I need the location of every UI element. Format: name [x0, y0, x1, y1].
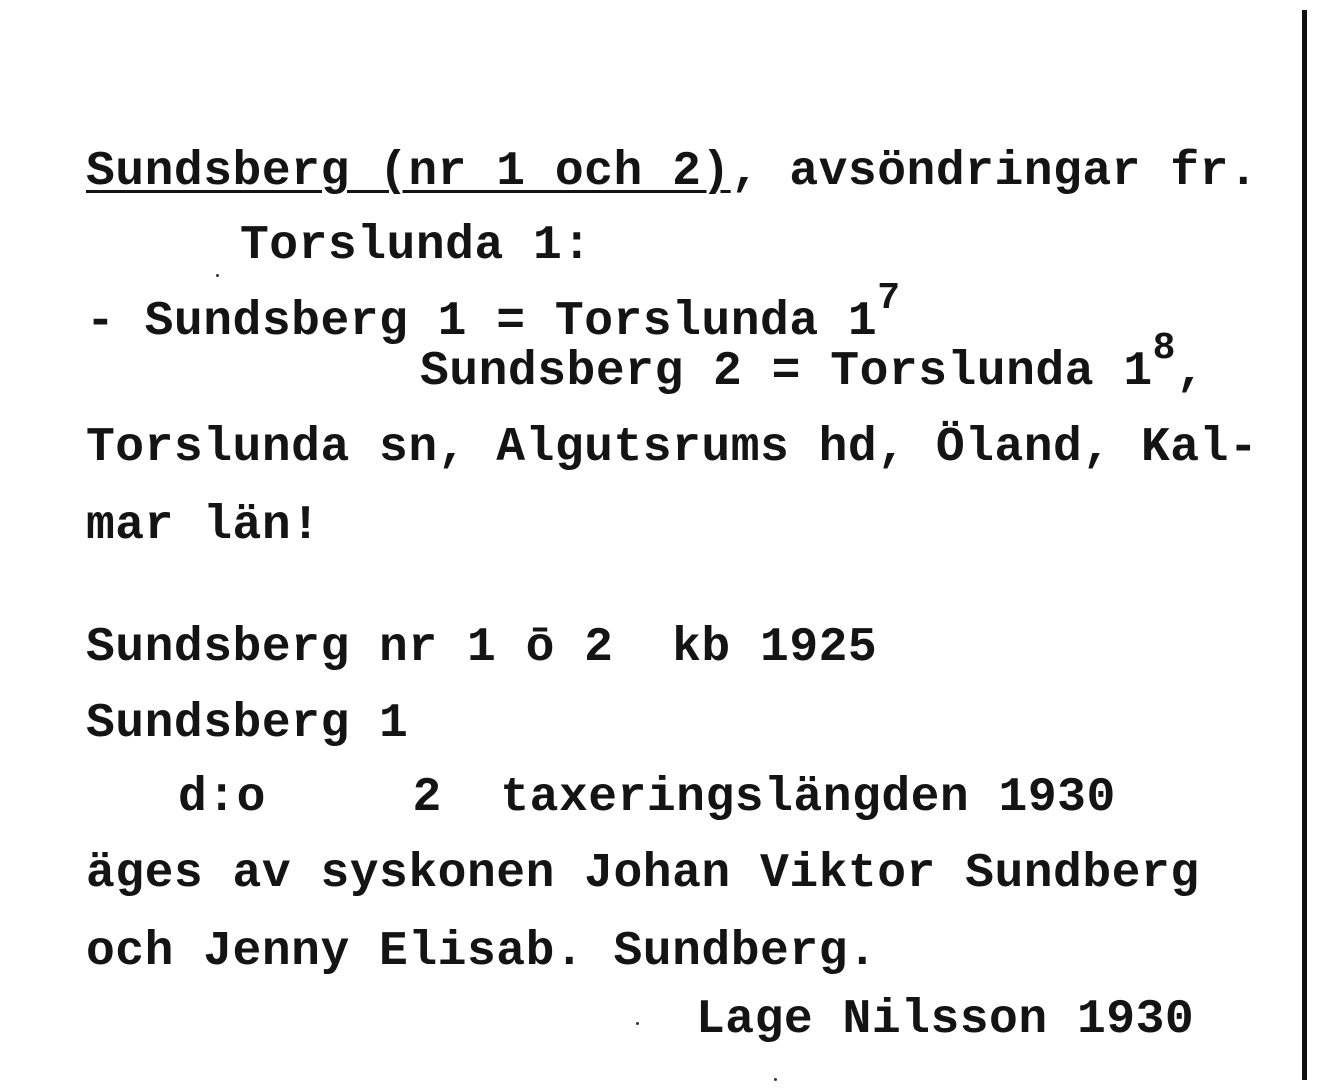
heading-line: [86, 146, 1258, 198]
sundsberg-2-end: ,: [1175, 345, 1206, 399]
sundsberg-1-line: [86, 277, 901, 351]
superscript-8: 8: [1152, 327, 1176, 370]
sundsberg-1-ref: Sundsberg 1: [86, 697, 409, 751]
equivalence-sign: =: [771, 345, 801, 399]
card-edge: [1302, 10, 1307, 1080]
location-line: Torslunda sn, Algutsrums hd, Öland, Kal-: [86, 421, 1259, 475]
heading-title: Sundsberg (nr 1 och 2): [86, 145, 731, 199]
taxering-line: d:o 2 taxeringslängden 1930: [178, 771, 1116, 825]
sundsberg-2-pre: Sundsberg 2: [420, 345, 772, 399]
kb-line: Sundsberg nr 1 ō 2 kb 1925: [86, 621, 878, 675]
equivalence-sign: =: [496, 295, 526, 349]
scan-speck: [636, 1022, 639, 1025]
torslunda-line: Torslunda 1:: [240, 219, 592, 273]
superscript-7: 7: [877, 277, 901, 320]
scan-speck: [216, 274, 219, 277]
signature: Lage Nilsson 1930: [696, 993, 1195, 1047]
owners-line: äges av syskonen Johan Viktor Sundberg: [86, 847, 1200, 901]
sundsberg-2-post: Torslunda 1: [800, 345, 1153, 399]
sundsberg-1-post: Torslunda 1: [525, 295, 878, 349]
location-line-cont: mar län!: [86, 499, 321, 553]
sundsberg-2-line: [420, 327, 1206, 401]
scan-speck: [774, 1078, 777, 1081]
heading-rest: , avsöndringar fr.: [730, 145, 1259, 199]
sundsberg-1-pre: - Sundsberg 1: [86, 295, 497, 349]
owners-line-cont: och Jenny Elisab. Sundberg.: [86, 925, 878, 979]
